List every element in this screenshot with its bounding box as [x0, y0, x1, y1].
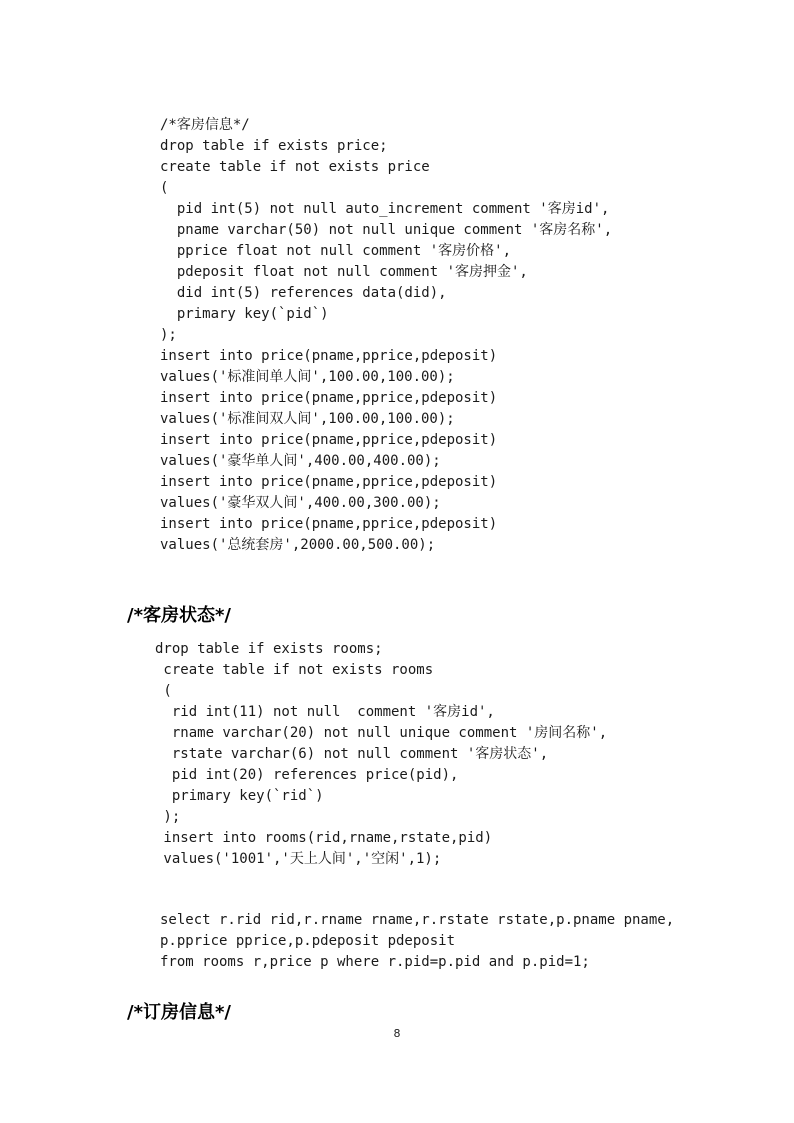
- code-line: );: [160, 327, 177, 343]
- code-line: primary key(`pid`): [160, 306, 329, 322]
- section-heading-room-status: /*客房状态*/: [127, 605, 231, 626]
- code-line: drop table if exists price;: [160, 138, 388, 154]
- code-line: insert into price(pname,pprice,pdeposit): [160, 390, 498, 406]
- code-line: drop table if exists rooms;: [155, 641, 383, 657]
- code-line: rstate varchar(6) not null comment '客房状态',: [155, 746, 549, 762]
- code-line: (: [155, 683, 172, 699]
- code-line: pdeposit float not null comment '客房押金',: [160, 264, 528, 280]
- code-line: /*客房信息*/: [160, 117, 250, 133]
- code-line: pid int(20) references price(pid),: [155, 767, 459, 783]
- code-line: pname varchar(50) not null unique comment '客房名称',: [160, 222, 613, 238]
- code-line: values('总统套房',2000.00,500.00);: [160, 537, 436, 553]
- code-line: values('豪华单人间',400.00,400.00);: [160, 453, 441, 469]
- code-line: pprice float not null comment '客房价格',: [160, 243, 512, 259]
- code-line: values('标准间单人间',100.00,100.00);: [160, 369, 455, 385]
- code-line: p.pprice pprice,p.pdeposit pdeposit: [160, 933, 456, 949]
- code-line: select r.rid rid,r.rname rname,r.rstate rstate,p.pname pname,: [160, 912, 675, 928]
- code-line: values('豪华双人间',400.00,300.00);: [160, 495, 441, 511]
- code-line: rname varchar(20) not null unique comment '房间名称',: [155, 725, 608, 741]
- code-line: primary key(`rid`): [155, 788, 324, 804]
- code-line: from rooms r,price p where r.pid=p.pid and p.pid=1;: [160, 954, 590, 970]
- code-line: insert into price(pname,pprice,pdeposit): [160, 348, 498, 364]
- page-number: 8: [393, 1027, 401, 1040]
- code-line: );: [155, 809, 181, 825]
- code-line: values('标准间双人间',100.00,100.00);: [160, 411, 455, 427]
- code-line: create table if not exists price: [160, 159, 430, 175]
- code-line: pid int(5) not null auto_increment comment '客房id',: [160, 201, 610, 217]
- code-line: rid int(11) not null comment '客房id',: [155, 704, 495, 720]
- code-line: create table if not exists rooms: [155, 662, 434, 678]
- code-line: insert into price(pname,pprice,pdeposit): [160, 474, 498, 490]
- code-line: insert into price(pname,pprice,pdeposit): [160, 432, 498, 448]
- section-heading-booking-info: /*订房信息*/: [127, 1002, 231, 1023]
- code-line: insert into price(pname,pprice,pdeposit): [160, 516, 498, 532]
- code-line: insert into rooms(rid,rname,rstate,pid): [155, 830, 493, 846]
- code-line: values('1001','天上人间','空闲',1);: [155, 851, 442, 867]
- code-line: did int(5) references data(did),: [160, 285, 447, 301]
- code-line: (: [160, 180, 169, 196]
